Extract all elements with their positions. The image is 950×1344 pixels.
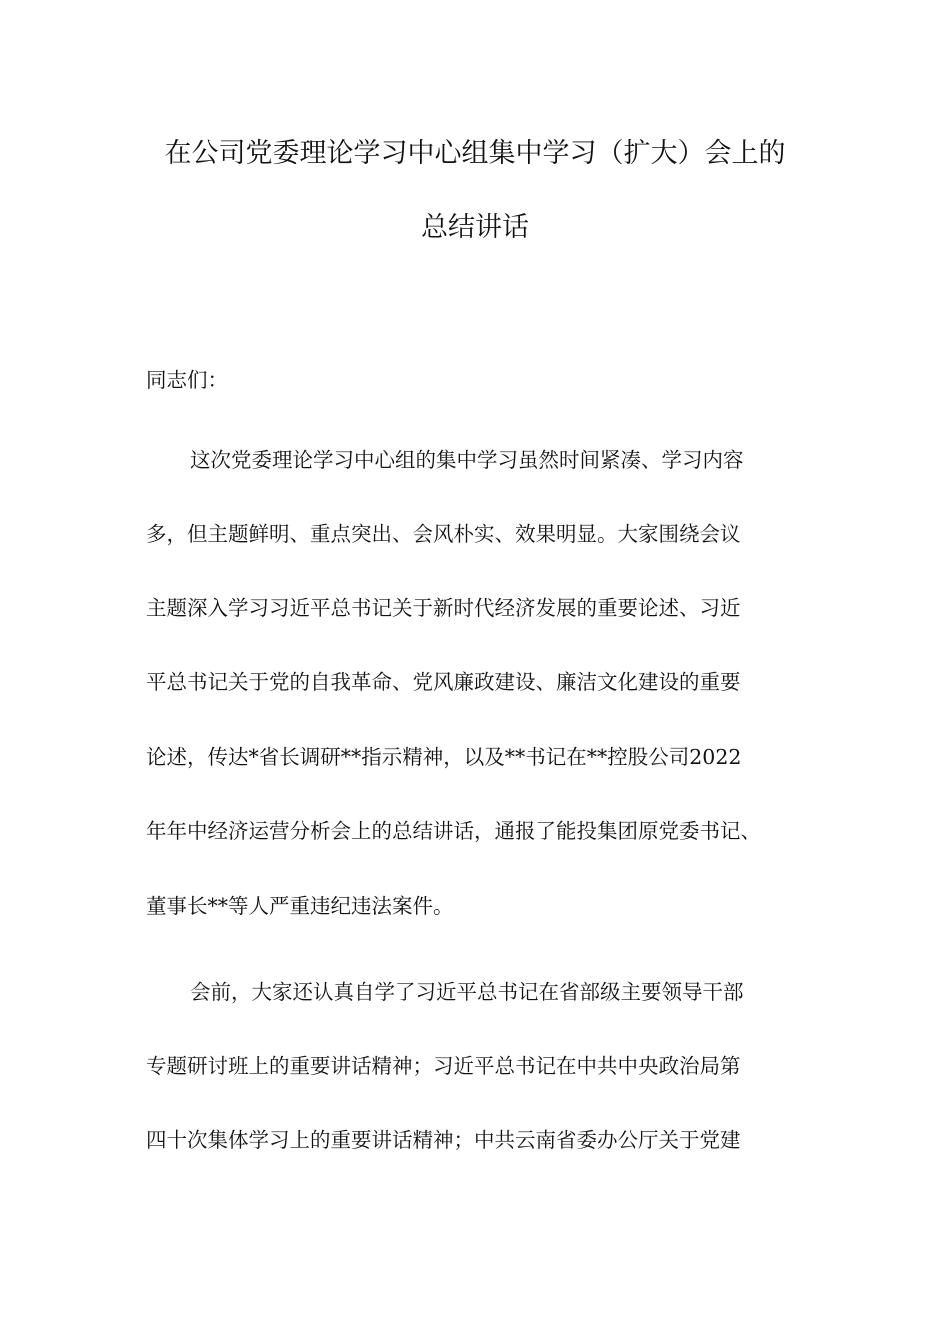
paragraph-2-line-2: 专题研讨班上的重要讲话精神；习近平总书记在中共中央政治局第: [146, 1054, 741, 1078]
document-title-line-1: 在公司党委理论学习中心组集中学习（扩大）会上的: [164, 138, 786, 169]
paragraph-1-line-5: 论述，传达*省长调研**指示精神，以及**书记在**控股公司2022: [146, 745, 742, 769]
paragraph-2-line-1: 会前，大家还认真自学了习近平总书记在省部级主要领导干部: [190, 980, 744, 1004]
document-title-line-2: 总结讲话: [421, 212, 529, 243]
paragraph-1-line-1: 这次党委理论学习中心组的集中学习虽然时间紧凑、学习内容: [190, 448, 744, 472]
paragraph-1-line-2: 多，但主题鲜明、重点突出、会风朴实、效果明显。大家围绕会议: [146, 522, 741, 546]
paragraph-1-line-3: 主题深入学习习近平总书记关于新时代经济发展的重要论述、习近: [146, 596, 741, 620]
paragraph-1-line-6: 年年中经济运营分析会上的总结讲话，通报了能投集团原党委书记、: [146, 819, 761, 843]
paragraph-1-line-7: 董事长**等人严重违纪违法案件。: [146, 894, 454, 918]
salutation: 同志们：: [146, 368, 228, 392]
paragraph-2-line-3: 四十次集体学习上的重要讲话精神；中共云南省委办公厅关于党建: [146, 1128, 741, 1152]
paragraph-1-line-4: 平总书记关于党的自我革命、党风廉政建设、廉洁文化建设的重要: [146, 670, 741, 694]
